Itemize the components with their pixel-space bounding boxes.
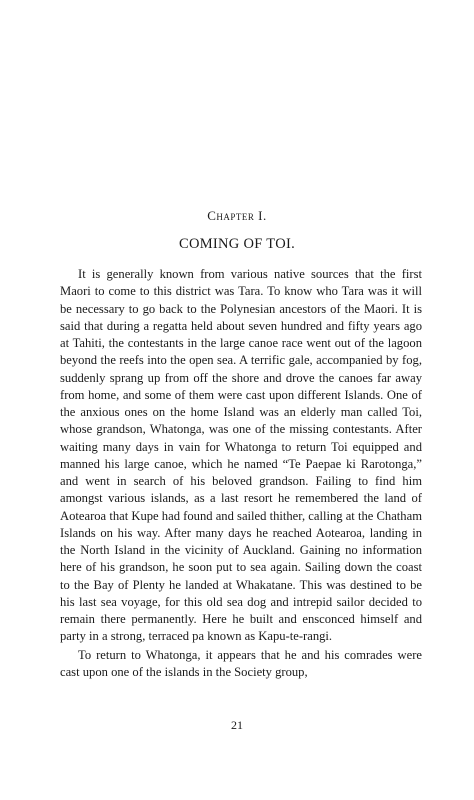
chapter-label: Chapter I.: [207, 208, 267, 223]
chapter-title: COMING OF TOI.: [178, 236, 296, 252]
paragraph-2: To return to Whatonga, it appears that he and his comrades were cast upon one of the islands in the Society group,: [60, 647, 422, 679]
body-text: [60, 266, 422, 681]
page-number: 21: [231, 718, 243, 732]
paragraph-1: It is generally known from various native sources that the first Maori to come to this district was Tara. To know who Tara was it will be necessary to go back to the Polynesian ancestors of the Maori. It is said that during a regatta held about seven hundred and fifty years ago at Tahiti, the contestants in the large canoe race went out of the lagoon beyond the reefs into the open sea. A terrific gale, accompanied by fog, suddenly sprang up from off the shore and drove the canoes far away from home, and some of them were cast upon different Islands. One of the anxious ones on the home Island was an elderly man called Toi, whose grandson, Whatonga, was one of the missing contestants. After waiting many days in vain for Whatonga to return Toi equipped and manned his large canoe, which he named “Te Paepae ki Rarotonga,” and went in search of his beloved grandson. Failing to find him amongst various islands, as a last resort he remembered the land of Aotearoa that Kupe had found and sailed thither, calling at the Chatham Islands on his way. After many days he reached Aotearoa, landing in the North Island in the vicinity of Auckland. Gaining no information here of his grandson, he soon put to sea again. Sailing down the coast to the Bay of Plenty he landed at Whakatane. This was destined to be his last sea voyage, for this old sea dog and intrepid sailor decided to remain there permanently. Here he built and ensconced himself and party in a strong, terraced pa known as Kapu-te-rangi.: [60, 267, 422, 644]
